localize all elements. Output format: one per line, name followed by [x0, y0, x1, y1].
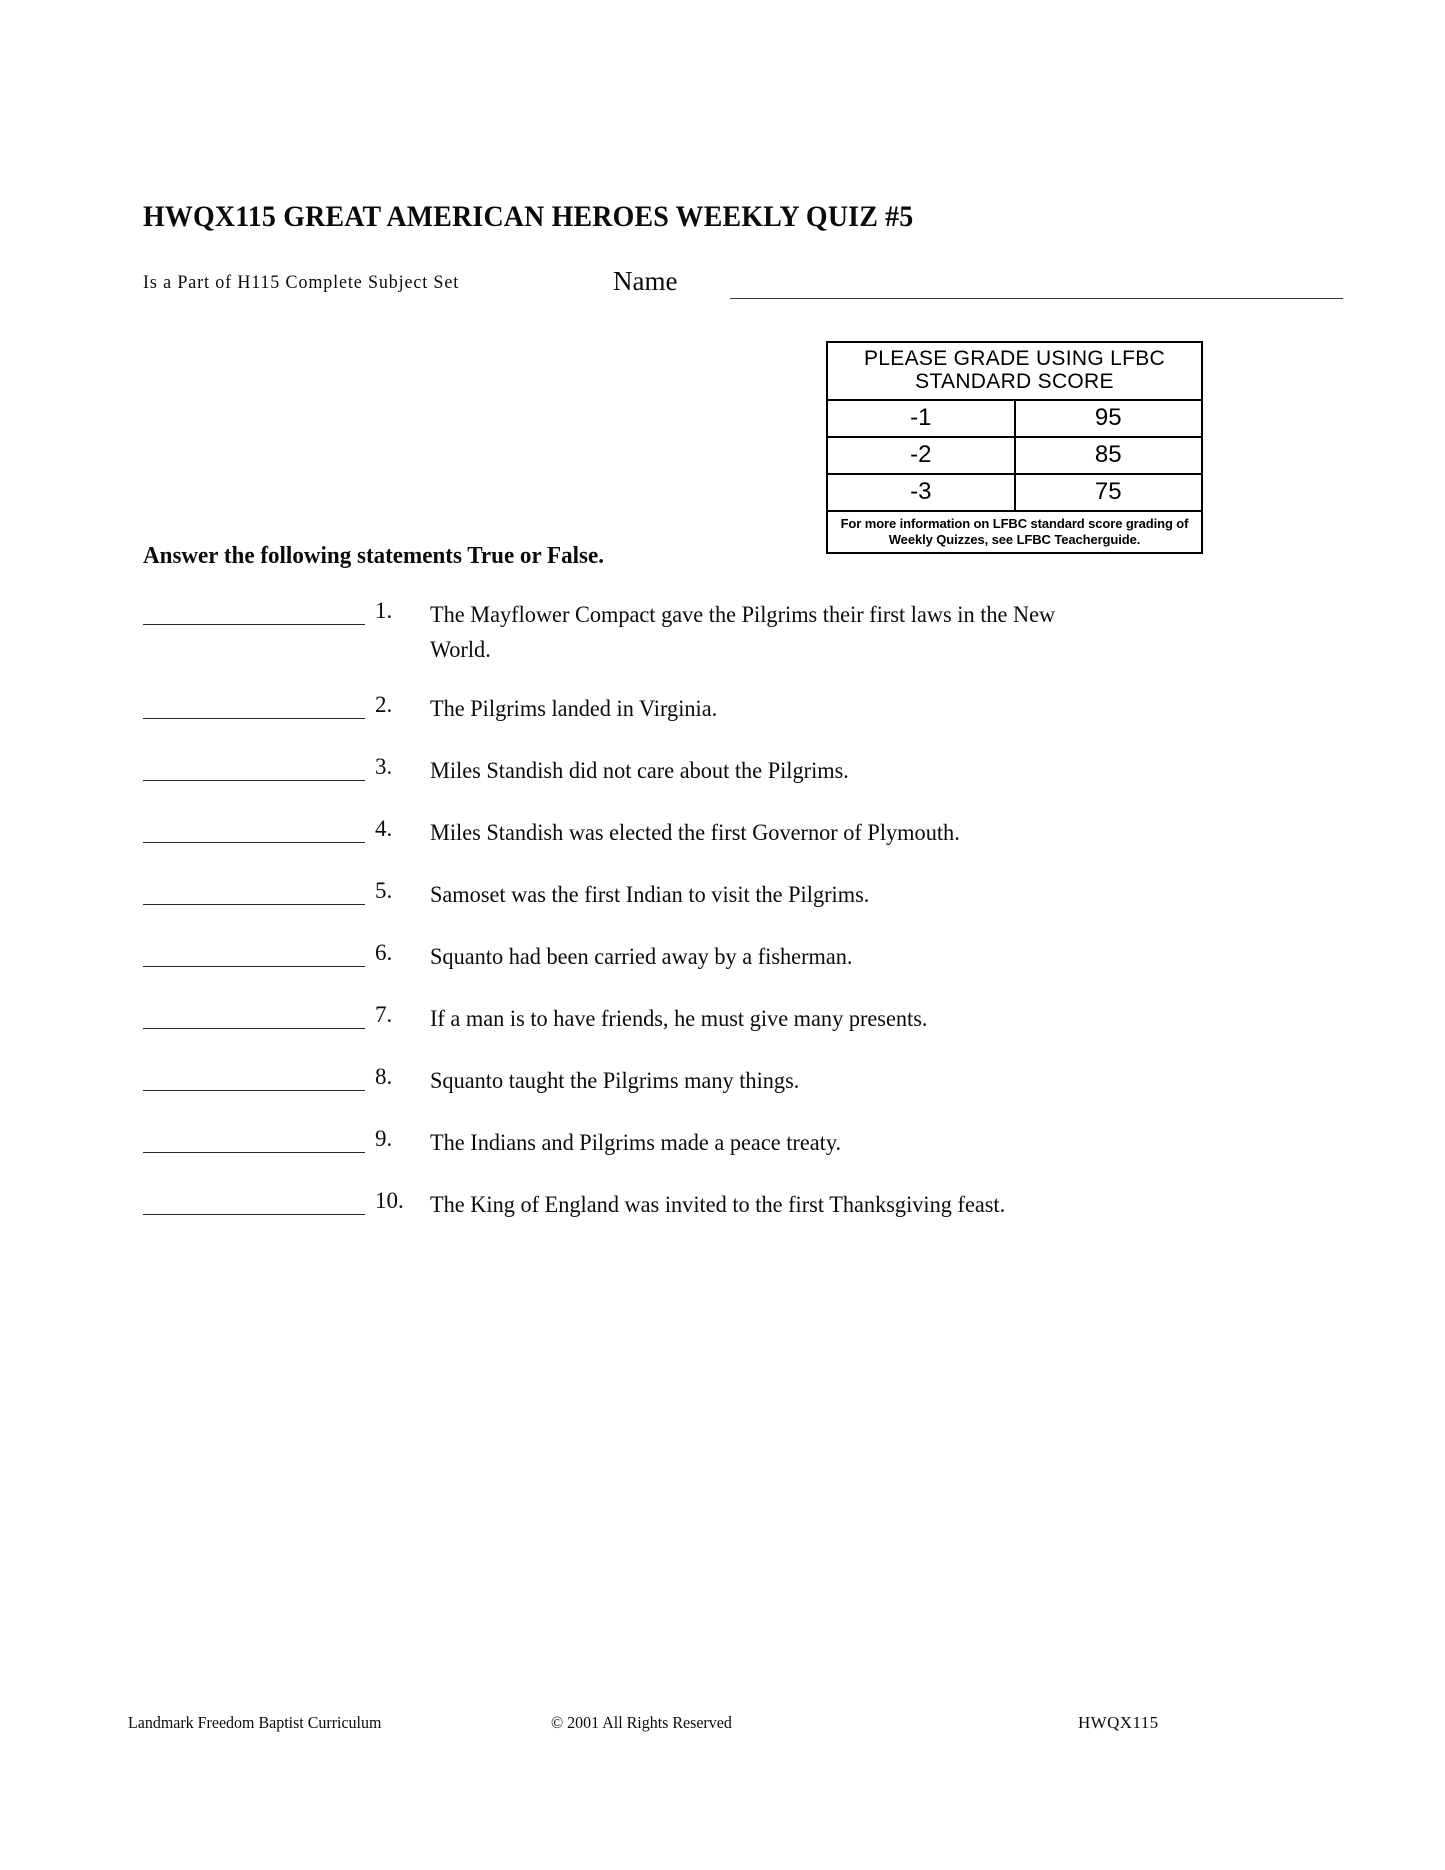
- score-value: 75: [1015, 474, 1203, 511]
- answer-blank[interactable]: [143, 1152, 365, 1153]
- grading-table-footnote: For more information on LFBC standard score grading of Weekly Quizzes, see LFBC Teacherguide.: [827, 511, 1202, 553]
- question-text: The Pilgrims landed in Virginia.: [430, 696, 718, 721]
- list-item: [0, 878, 1445, 940]
- list-item: [0, 816, 1445, 878]
- question-text: Squanto taught the Pilgrims many things.: [430, 1068, 800, 1093]
- grading-table-header: PLEASE GRADE USING LFBC STANDARD SCORE: [827, 342, 1202, 400]
- question-number: 7.: [375, 1002, 393, 1027]
- footer-publisher: Landmark Freedom Baptist Curriculum: [128, 1713, 382, 1732]
- instruction-heading: Answer the following statements True or False.: [143, 543, 604, 569]
- list-item: [0, 940, 1445, 1002]
- question-number: 1.: [375, 598, 393, 623]
- question-number: 5.: [375, 878, 393, 903]
- grading-table-footnote-row: [827, 511, 1202, 553]
- list-item: [0, 598, 1445, 692]
- answer-blank[interactable]: [143, 718, 365, 719]
- question-number: 8.: [375, 1064, 393, 1089]
- subtitle-row: [143, 266, 1203, 300]
- score-value: 95: [1015, 400, 1203, 437]
- question-text: Squanto had been carried away by a fisherman.: [430, 944, 853, 969]
- list-item: [0, 1002, 1445, 1064]
- name-label: Name: [613, 266, 678, 296]
- question-text: The Indians and Pilgrims made a peace treaty.: [430, 1130, 842, 1155]
- answer-blank[interactable]: [143, 624, 365, 625]
- footer-document-code: HWQX115: [1078, 1713, 1159, 1732]
- question-text: If a man is to have friends, he must give many presents.: [430, 1006, 928, 1031]
- table-row: [827, 474, 1202, 511]
- question-text: The Mayflower Compact gave the Pilgrims their first laws in the New World.: [430, 602, 1056, 662]
- page-footer: [0, 1713, 1445, 1743]
- page-title: HWQX115 GREAT AMERICAN HEROES WEEKLY QUIZ #5: [143, 200, 914, 233]
- name-input-line[interactable]: [730, 298, 1343, 299]
- answer-blank[interactable]: [143, 780, 365, 781]
- list-item: [0, 1126, 1445, 1188]
- table-row: [827, 437, 1202, 474]
- list-item: [0, 1188, 1445, 1250]
- question-number: 6.: [375, 940, 393, 965]
- question-number: 9.: [375, 1126, 393, 1151]
- question-text: The King of England was invited to the first Thanksgiving feast.: [430, 1192, 1006, 1217]
- deduction-value: -2: [827, 437, 1015, 474]
- answer-blank[interactable]: [143, 1090, 365, 1091]
- grading-table-header-row: [827, 342, 1202, 400]
- answer-blank[interactable]: [143, 842, 365, 843]
- answer-blank[interactable]: [143, 1214, 365, 1215]
- question-number: 3.: [375, 754, 393, 779]
- answer-blank[interactable]: [143, 1028, 365, 1029]
- list-item: [0, 754, 1445, 816]
- question-number: 4.: [375, 816, 393, 841]
- question-text: Miles Standish was elected the first Governor of Plymouth.: [430, 820, 960, 845]
- question-text: Samoset was the first Indian to visit the Pilgrims.: [430, 882, 870, 907]
- question-list: [0, 598, 1445, 1250]
- answer-blank[interactable]: [143, 966, 365, 967]
- question-number: 2.: [375, 692, 393, 717]
- question-number: 10.: [375, 1188, 404, 1213]
- table-row: [827, 400, 1202, 437]
- list-item: [0, 1064, 1445, 1126]
- question-text: Miles Standish did not care about the Pilgrims.: [430, 758, 849, 783]
- grading-table-body: [827, 342, 1202, 553]
- answer-blank[interactable]: [143, 904, 365, 905]
- list-item: [0, 692, 1445, 754]
- deduction-value: -3: [827, 474, 1015, 511]
- grading-table: [826, 341, 1203, 554]
- subject-set-note: Is a Part of H115 Complete Subject Set: [143, 272, 460, 293]
- deduction-value: -1: [827, 400, 1015, 437]
- score-value: 85: [1015, 437, 1203, 474]
- footer-copyright: © 2001 All Rights Reserved: [551, 1713, 732, 1732]
